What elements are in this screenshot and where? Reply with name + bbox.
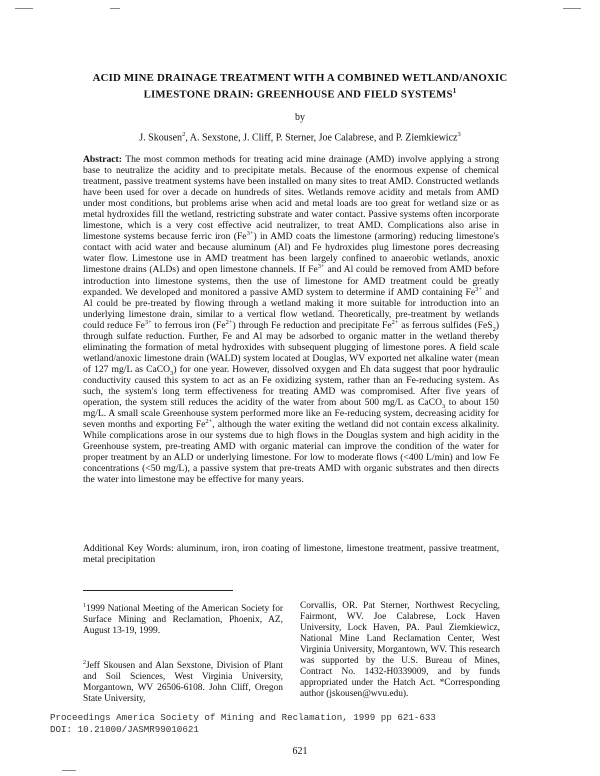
page-number: 621	[292, 746, 308, 757]
abstract-text: ) through Fe reduction and precipitate Fe	[232, 319, 392, 331]
title-footnote-mark: 1	[452, 87, 457, 95]
abstract-text: as ferrous sulfides (FeS	[398, 319, 493, 331]
abstract-text: and Al could be removed from AMD before introduction into limestone systems, then the use of limestone for AMD treatment could be greatly expanded. We developed and monitored a passive AMD system to determine if AMD containing Fe	[83, 264, 499, 298]
footnote-1	[83, 601, 283, 637]
crop-mark-top-right	[563, 8, 581, 9]
subscript: 3	[442, 402, 446, 410]
footnote-2-continued: Corvallis, OR. Pat Sterner, Northwest Recycling, Fairmont, WV. Joe Calabrese, Lock Haven University, Lock Haven, PA. Paul Ziemkiewicz, National Mine Land Reclamation Center, West Virginia University, Morgantown, WV. This research was supported by the U.S. Bureau of Mines, Contract No. 1432-H0339009, and by funds appropriated under the Hatch Act. *Corresponding author (jskousen@wvu.edu).	[300, 601, 500, 699]
paper-title	[40, 72, 560, 102]
superscript: 2+	[391, 318, 399, 326]
author-footnote-mark-2: 3	[457, 131, 461, 138]
author-first: J. Skousen	[139, 132, 183, 144]
author-footnote-mark: 2	[182, 131, 186, 138]
crop-mark-top-left	[15, 8, 33, 9]
superscript: 3+	[246, 230, 254, 238]
abstract-text: and Al could be pre-treated by flowing through a wetland making it more suitable for introduction into an underlying limestone drain, similar to a vertical flow wetland. Theoretically, pre-treatment by wetlands could reduce Fe	[83, 286, 499, 331]
abstract-text: , although the water exiting the wetland did not contain excess alkalinity. While complications arose in our systems due to high flows in the Douglas system and high acidity in the Greenhouse system, pre-treating AMD with organic material can improve the condition of the water for proper treatment by an ALD or underlying limestone. For low to moderate flows (<400 L/min) and low Fe concentrations (<50 mg/L), a passive system that pre-treats AMD with organic substrates and then directs the water into limestone may be effective for many years.	[83, 419, 499, 486]
author-rest: , A. Sexstone, J. Cliff, P. Sterner, Joe Calabrese, and P. Ziemkiewicz	[185, 132, 458, 144]
abstract-label: Abstract:	[83, 154, 122, 165]
crop-mark-bottom-left	[62, 770, 76, 771]
title-line-2: LIMESTONE DRAIN: GREENHOUSE AND FIELD SYSTEMS	[143, 88, 453, 101]
footnote-2-text: Jeff Skousen and Alan Sexstone, Division of Plant and Soil Sciences, West Virginia University, Morgantown, WV 26506-6108. John Cliff, Oregon State University,	[83, 661, 283, 705]
subscript: 2	[492, 325, 496, 333]
abstract-text: to about 150 mg/L. A small scale Greenhouse system performed more like an Fe-reducing system, decreasing acidity for seven months and exporting Fe	[83, 397, 499, 431]
doi[interactable]: DOI: 10.21000/JASMR99010621	[50, 724, 199, 735]
title-line-1: ACID MINE DRAINAGE TREATMENT WITH A COMBINED WETLAND/ANOXIC	[92, 72, 508, 84]
crop-mark-top-mid	[110, 8, 120, 9]
abstract-text: ) for one year. However, dissolved oxygen and Eh data suggest that poor hydraulic conductivity caused this system to act as an Fe oxidizing system, rather than an Fe-reducing system. As such, the system's long term effectiveness for treating AMD was compromised. After five years of operation, the system still reduces the acidity of the water from about 500 mg/L as CaCO	[83, 363, 499, 409]
abstract-text: The most common methods for treating acid mine drainage (AMD) involve applying a strong base to neutralize the acidity and to precipitate metals. Because of the enormous expense of chemical treatment, passive treatment systems have been installed on many sites to treat AMD. Constructed wetlands have been used for over a decade on hundreds of sites. Wetlands remove acidity and metals from AMD under most conditions, but problems arise when acid and metal loads are too great for wetland size or as metal hydroxides fill the wetland, restricting substrate and water contact. Passive systems often incorporate limestone, which is a very cost effective acid neutralizer, to treat AMD. Complications also arise in limestone systems because ferric iron (Fe	[83, 154, 499, 243]
author-list	[40, 131, 560, 143]
superscript: 3+	[144, 318, 152, 326]
abstract-text: to ferrous iron (Fe	[151, 319, 226, 331]
footnote-2	[83, 658, 283, 705]
abstract-text: ) through sulfate reduction. Further, Fe and Al may be adsorbed to organic matter in the wetland thereby eliminating the formation of metal hydroxides with subsequent plugging of limestone pores. A field scale wetland/anoxic limestone drain (WALD) system located at Douglas, WV exported net alkaline water (mean of 127 mg/L as CaCO	[83, 319, 500, 375]
footnote-1-text: 1999 National Meeting of the American Society for Surface Mining and Reclamation, Phoenix, AZ, August 13-19, 1999.	[83, 604, 283, 637]
superscript: 3+	[475, 285, 483, 293]
proceedings-citation: Proceedings America Society of Mining and Reclamation, 1999 pp 621-633	[50, 712, 436, 723]
abstract-text: ) in AMD coats the limestone (armoring) reducing limestone's contact with acid water and because aluminum (Al) and Fe hydroxides plug limestone pores decreasing water flow. Limestone use in AMD treatment has been largely confined to anaerobic wetlands, anoxic limestone drains (ALDs) and open limestone channels. If Fe	[83, 231, 500, 276]
byline: by	[295, 112, 305, 123]
proceedings-stamp	[50, 712, 436, 736]
footnote-1-mark: 1	[83, 603, 86, 609]
footnote-2-mark: 2	[83, 660, 86, 666]
superscript: 2+	[205, 417, 213, 425]
superscript: 3+	[317, 263, 325, 271]
footnote-separator	[83, 590, 233, 591]
abstract	[83, 154, 499, 485]
subscript: 3	[170, 369, 174, 377]
superscript: 2+	[225, 318, 233, 326]
additional-key-words: Additional Key Words: aluminum, iron, iron coating of limestone, limestone treatment, passive treatment, metal precipitation	[83, 543, 499, 566]
